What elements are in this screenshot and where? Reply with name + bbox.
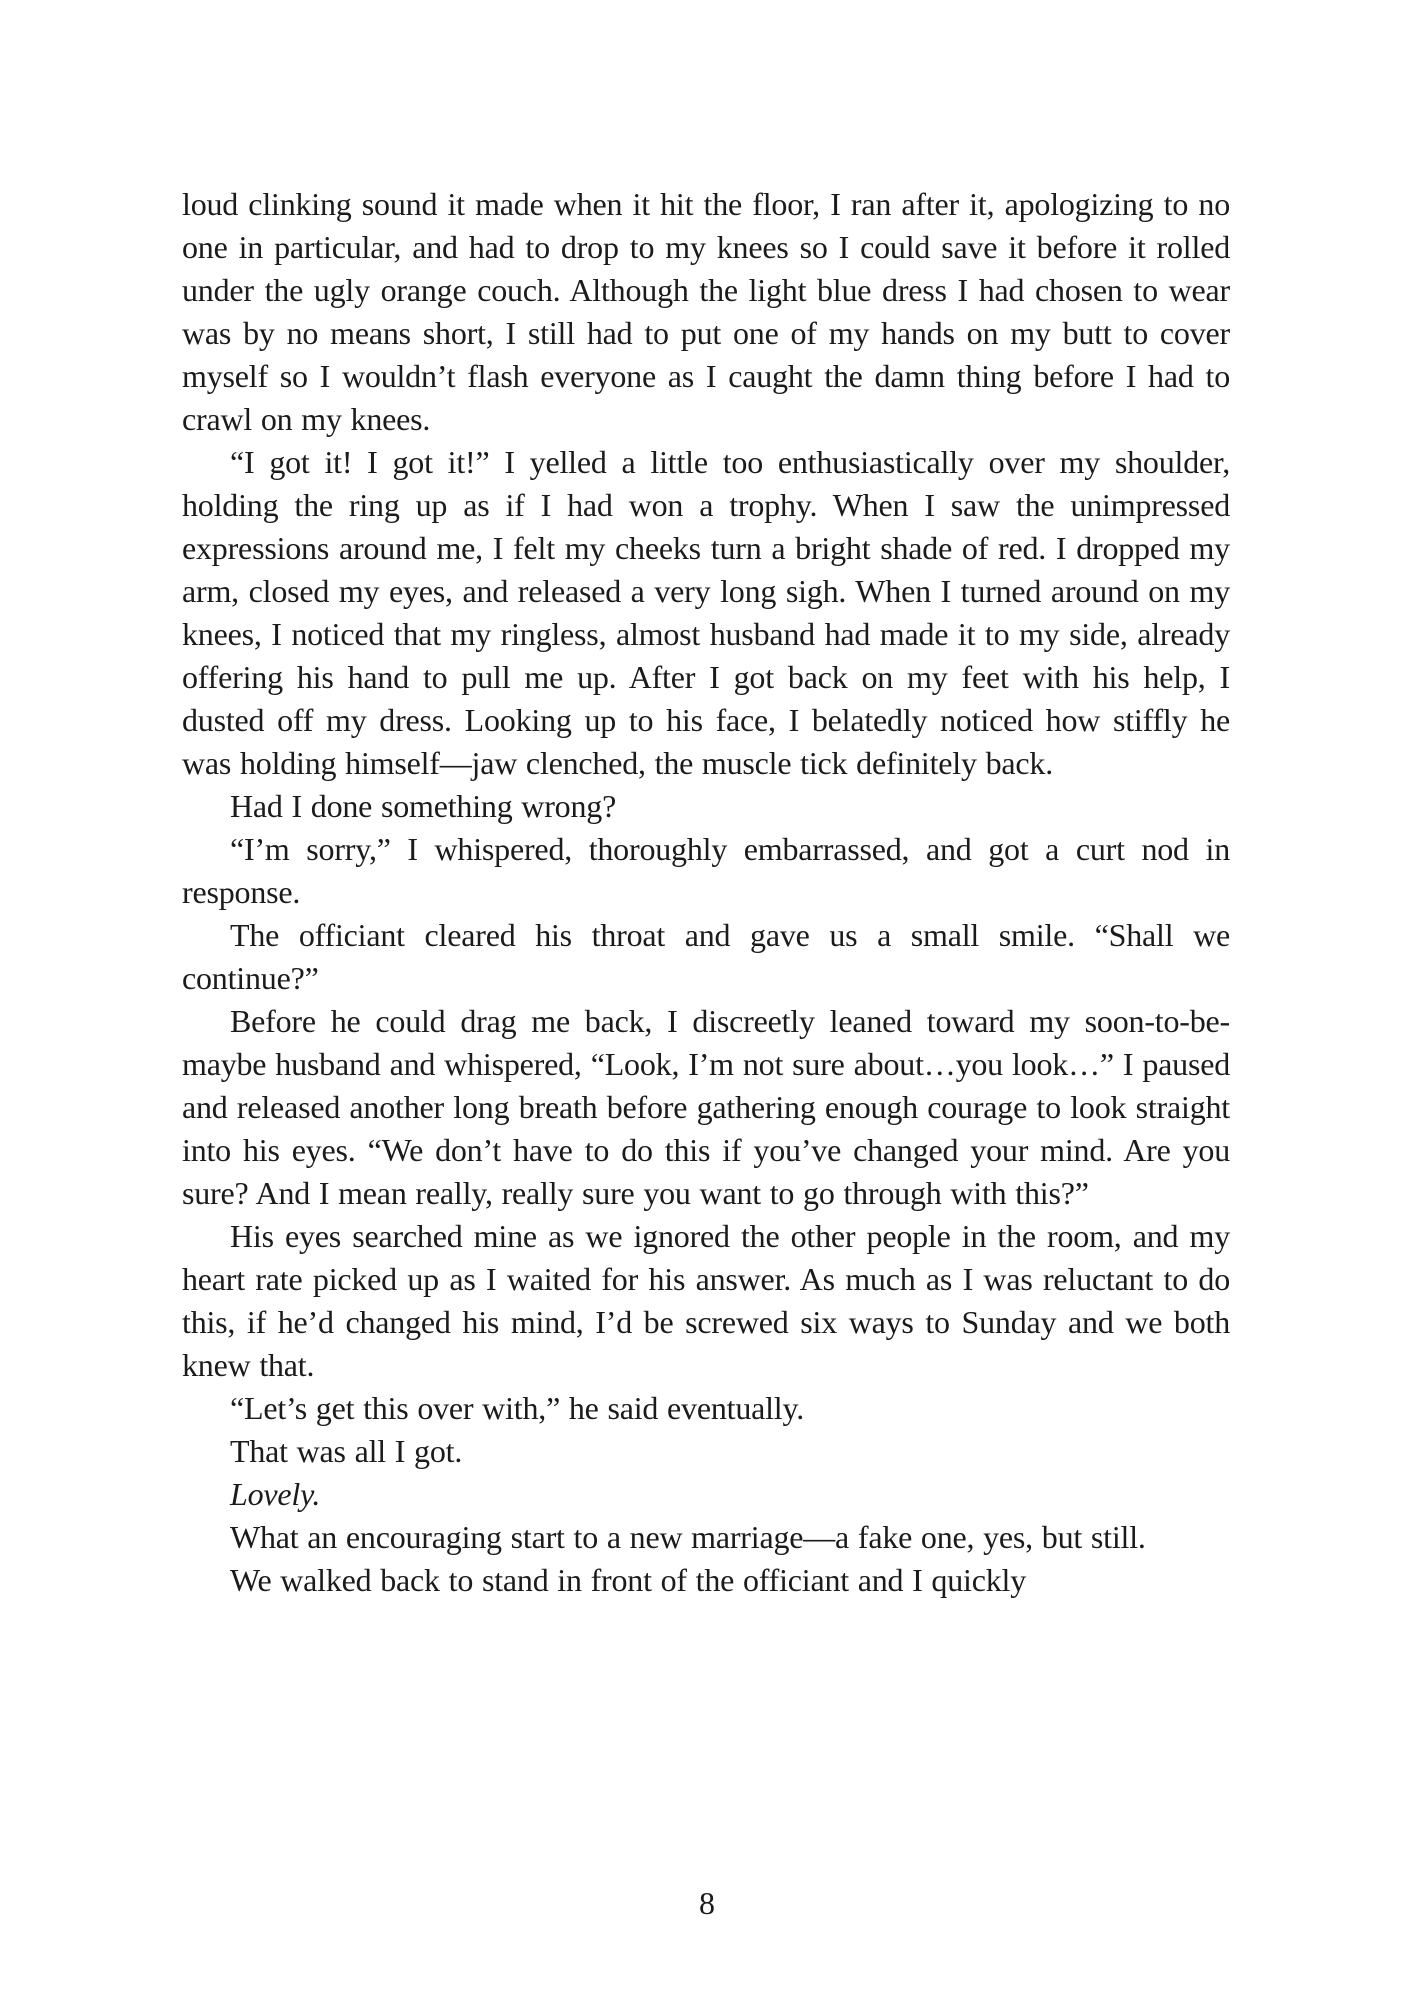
paragraph: loud clinking sound it made when it hit the floor, I ran after it, apologizing to no one in particular, and had to drop to my knees so I could save it before it rolled under the ugly orange couch. Although the light blue dress I had chosen to wear was by no means short, I still had to put one of my hands on my butt to cover myself so I wouldn’t flash everyone as I caught the damn thing before I had to crawl on my knees. bbox=[182, 186, 1230, 437]
paragraph: The officiant cleared his throat and gave us a small smile. “Shall we continue?” bbox=[182, 917, 1230, 996]
paragraph: His eyes searched mine as we ignored the other people in the room, and my heart rate picked up as I waited for his answer. As much as I was reluctant to do this, if he’d changed his mind, I’d be screwed six ways to Sunday and we both knew that. bbox=[182, 1218, 1230, 1383]
paragraph: We walked back to stand in front of the officiant and I quickly bbox=[230, 1562, 1026, 1598]
paragraph: “I got it! I got it!” I yelled a little too enthusiastically over my shoulder, holding the ring up as if I had won a trophy. When I saw the unimpressed expressions around me, I felt my cheeks turn a bright shade of red. I dropped my arm, closed my eyes, and released a very long sigh. When I turned around on my knees, I noticed that my ringless, almost husband had made it to my side, already offering his hand to pull me up. After I got back on my feet with his help, I dusted off my dress. Looking up to his face, I belatedly noticed how stiffly he was holding himself—jaw clenched, the muscle tick definitely back. bbox=[182, 444, 1230, 781]
page-number: 8 bbox=[699, 1885, 715, 1921]
paragraph: That was all I got. bbox=[230, 1433, 463, 1469]
paragraph: “I’m sorry,” I whispered, thoroughly embarrassed, and got a curt nod in response. bbox=[182, 831, 1230, 910]
paragraph: Had I done something wrong? bbox=[230, 788, 617, 824]
paragraph: What an encouraging start to a new marriage—a fake one, yes, but still. bbox=[230, 1519, 1146, 1555]
paragraph: Lovely. bbox=[230, 1476, 321, 1512]
paragraph: “Let’s get this over with,” he said eventually. bbox=[230, 1390, 805, 1426]
page-text bbox=[182, 183, 1230, 1602]
paragraph: Before he could drag me back, I discreetly leaned toward my soon-to-be-maybe husband and whispered, “Look, I’m not sure about…you look…” I paused and released another long breath before gathering enough courage to look straight into his eyes. “We don’t have to do this if you’ve changed your mind. Are you sure? And I mean really, really sure you want to go through with this?” bbox=[182, 1003, 1230, 1211]
